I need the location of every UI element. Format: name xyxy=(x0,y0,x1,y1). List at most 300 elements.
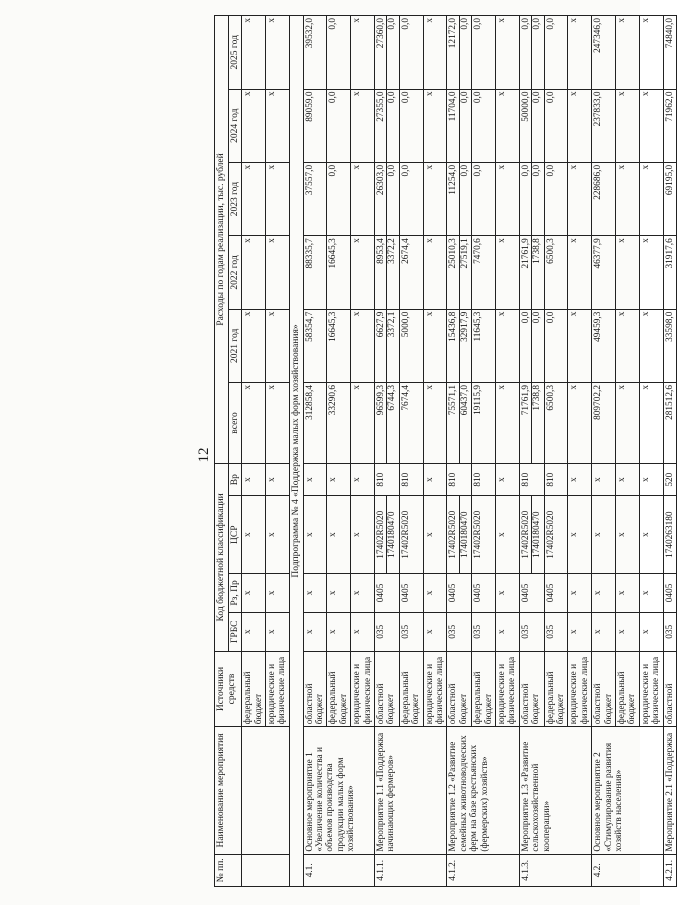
total-value-upper: х xyxy=(497,385,507,390)
total-value-upper: х xyxy=(267,385,278,390)
year-value-2022-upper: 46377,9 xyxy=(593,238,604,269)
csr-code xyxy=(242,496,266,574)
csr-code-upper: х xyxy=(328,532,339,538)
total-value-upper: х xyxy=(640,385,651,390)
year-value-2025-upper: х xyxy=(569,18,580,23)
year-value-2024 xyxy=(374,89,399,162)
year-value-2023 xyxy=(303,162,327,235)
year-value-2023-upper: 0,0 xyxy=(400,164,411,177)
header-num: № пп. xyxy=(215,854,242,886)
year-value-2023-upper: х xyxy=(640,164,651,170)
total-value-upper: х xyxy=(352,385,363,390)
year-value-2025 xyxy=(616,16,640,90)
year-value-2021-upper: 6627,9 xyxy=(375,311,386,338)
rz-pr-code: х xyxy=(639,574,663,613)
funding-source: федеральный бюджет xyxy=(242,651,266,727)
year-value-2023 xyxy=(592,162,616,235)
year-value-2021-upper: 15436,8 xyxy=(448,311,459,342)
year-value-2021-upper: 11645,3 xyxy=(473,311,484,342)
csr-code-upper: х xyxy=(569,532,580,538)
year-value-2025-upper: 0,0 xyxy=(520,18,531,30)
year-value-2023-upper: х xyxy=(424,164,435,170)
csr-code-lower: 1740180470 xyxy=(459,496,470,573)
grbs-code: х xyxy=(423,612,447,651)
header-vr: Вр xyxy=(228,463,242,495)
year-value-2023 xyxy=(639,162,663,235)
year-value-2021-upper: 5000,0 xyxy=(400,311,411,338)
year-value-2024 xyxy=(423,89,447,162)
year-value-2021 xyxy=(423,309,447,382)
grbs-code: 035 xyxy=(519,612,544,651)
event-number: 4.1.1. xyxy=(374,854,446,886)
year-value-2024 xyxy=(544,89,568,162)
year-value-2022-upper: х xyxy=(424,238,435,243)
year-value-2025-upper: 12172,0 xyxy=(448,18,459,49)
year-value-2023-upper: х xyxy=(243,164,254,170)
vr-code: 520 xyxy=(663,463,676,495)
year-value-2021 xyxy=(399,309,423,382)
subprogram-row xyxy=(289,16,303,887)
year-value-2023 xyxy=(519,162,544,235)
rz-pr-code: 0405 xyxy=(519,574,544,613)
total-value xyxy=(639,383,663,464)
year-value-2025-upper: 0,0 xyxy=(400,18,411,30)
year-value-2021 xyxy=(592,309,616,382)
header-total: всего xyxy=(228,383,242,464)
year-value-2023-upper: 0,0 xyxy=(520,164,531,177)
total-value-upper: х xyxy=(243,385,254,390)
vr-code: х xyxy=(616,463,640,495)
year-value-2022 xyxy=(616,236,640,309)
year-value-2022 xyxy=(242,236,266,309)
year-value-2025 xyxy=(423,16,447,90)
year-value-2025-lower: 0,0 xyxy=(386,16,397,89)
rz-pr-code: 0405 xyxy=(663,574,676,613)
year-value-2023-upper: 26303,0 xyxy=(375,164,386,196)
total-value-upper: 19115,9 xyxy=(473,385,484,415)
grbs-code: х xyxy=(639,612,663,651)
year-value-2022-upper: 31917,6 xyxy=(664,238,675,269)
subprogram-title: Подпрограмма № 4 «Поддержка малых форм хозяйствования» xyxy=(289,16,303,887)
year-value-2022 xyxy=(568,236,592,309)
header-row xyxy=(215,16,229,887)
year-value-2023-upper: х xyxy=(352,164,363,170)
csr-code-upper: 17402R5020 xyxy=(400,510,411,559)
csr-code-upper: х xyxy=(640,532,651,538)
csr-code xyxy=(663,496,676,574)
event-name: Мероприятие 1.2 «Развитие семейных животноводческих ферм на базе крестьянских (фермерских) хозяйств» xyxy=(447,727,519,854)
year-value-2021 xyxy=(242,309,266,382)
rz-pr-code: 0405 xyxy=(472,574,496,613)
rz-pr-code: х xyxy=(266,574,290,613)
csr-code-upper: 17402R5020 xyxy=(473,510,484,559)
funding-source: областной бюджет xyxy=(447,651,472,727)
total-value-upper: х xyxy=(569,385,580,390)
year-value-2025 xyxy=(327,16,351,90)
total-value xyxy=(472,383,496,464)
budget-table xyxy=(214,15,677,887)
table-row xyxy=(374,16,399,887)
year-value-2025-upper: х xyxy=(424,18,435,23)
grbs-code: х xyxy=(568,612,592,651)
csr-code xyxy=(616,496,640,574)
total-value xyxy=(351,383,375,464)
year-value-2024-upper: 11704,0 xyxy=(448,91,459,122)
year-value-2022 xyxy=(447,236,472,309)
grbs-code: х xyxy=(496,612,520,651)
funding-source: областной бюджет xyxy=(374,651,399,727)
year-value-2023 xyxy=(423,162,447,235)
total-value xyxy=(399,383,423,464)
year-value-2023-upper: х xyxy=(569,164,580,170)
year-value-2021 xyxy=(351,309,375,382)
event-name: Мероприятие 1.1 «Поддержка начинающих фермеров» xyxy=(374,727,446,854)
year-value-2023 xyxy=(663,162,676,235)
year-value-2023-upper: 0,0 xyxy=(473,164,484,177)
grbs-code: 035 xyxy=(399,612,423,651)
csr-code-upper: 1740263180 xyxy=(664,511,675,558)
year-value-2024 xyxy=(496,89,520,162)
csr-code-upper: 17402R5020 xyxy=(545,510,556,559)
year-value-2021 xyxy=(327,309,351,382)
grbs-code: 035 xyxy=(472,612,496,651)
year-value-2024-upper: 0,0 xyxy=(400,91,411,104)
vr-code: х xyxy=(568,463,592,495)
table-row xyxy=(519,16,544,887)
year-value-2024 xyxy=(242,89,266,162)
year-value-2022-upper: 25010,3 xyxy=(448,238,459,269)
year-value-2025-upper: 27360,0 xyxy=(375,18,386,49)
vr-code: х xyxy=(327,463,351,495)
year-value-2022-upper: х xyxy=(267,238,278,243)
header-2023: 2023 год xyxy=(228,162,242,235)
year-value-2025-upper: 0,0 xyxy=(328,18,339,30)
year-value-2023-upper: 11254,0 xyxy=(448,164,459,195)
funding-source: федеральный бюджет xyxy=(544,651,568,727)
total-value xyxy=(327,383,351,464)
funding-source: юридические и физические лица xyxy=(568,651,592,727)
year-value-2025-upper: 74840,0 xyxy=(664,18,675,49)
funding-source: юридические и физические лица xyxy=(351,651,375,727)
csr-code xyxy=(423,496,447,574)
grbs-code: 035 xyxy=(544,612,568,651)
carry-name xyxy=(242,727,290,854)
year-value-2022-upper: 88335,7 xyxy=(304,238,315,269)
event-name: Основное мероприятие 1 «Увеличение количества и объемов производства продукции малых форм хозяйствования» xyxy=(303,727,374,854)
year-value-2022-upper: х xyxy=(497,238,507,243)
year-value-2025 xyxy=(303,16,327,90)
event-name: Мероприятие 2.1 «Поддержка xyxy=(663,727,676,854)
year-value-2023-upper: х xyxy=(497,164,507,170)
rz-pr-code: 0405 xyxy=(374,574,399,613)
year-value-2024-upper: 237833,0 xyxy=(593,91,604,127)
header-event-name: Наименование мероприятия xyxy=(215,727,242,854)
total-value xyxy=(447,383,472,464)
year-value-2022 xyxy=(544,236,568,309)
grbs-code: 035 xyxy=(447,612,472,651)
year-value-2021-upper: х xyxy=(424,311,435,317)
year-value-2022-upper: 8953,4 xyxy=(375,238,386,264)
year-value-2024-lower: 0,0 xyxy=(531,90,542,162)
total-value-upper: 75571,1 xyxy=(448,385,459,416)
year-value-2025 xyxy=(266,16,290,90)
year-value-2025-upper: 247346,0 xyxy=(593,18,604,53)
year-value-2024 xyxy=(592,89,616,162)
year-value-2023 xyxy=(544,162,568,235)
year-value-2023 xyxy=(399,162,423,235)
table-row xyxy=(447,16,472,887)
csr-code-lower: 1740180470 xyxy=(531,496,542,573)
year-value-2024-lower: 0,0 xyxy=(386,90,397,162)
year-value-2025 xyxy=(472,16,496,90)
year-value-2025-upper: х xyxy=(497,18,507,23)
year-value-2023-upper: 37557,0 xyxy=(304,164,315,196)
year-value-2024 xyxy=(519,89,544,162)
year-value-2021 xyxy=(663,309,676,382)
year-value-2024-upper: х xyxy=(497,91,507,97)
csr-code-upper: х xyxy=(243,532,254,538)
year-value-2022 xyxy=(351,236,375,309)
year-value-2023-lower: 0,0 xyxy=(531,163,542,235)
year-value-2022 xyxy=(639,236,663,309)
total-value-upper: 809702,2 xyxy=(593,385,604,420)
funding-source: федеральный бюджет xyxy=(616,651,640,727)
year-value-2024 xyxy=(472,89,496,162)
year-value-2022-lower: 3372,2 xyxy=(386,236,397,308)
total-value-upper: 7674,4 xyxy=(400,385,411,411)
funding-source: федеральный бюджет xyxy=(327,651,351,727)
csr-code xyxy=(374,496,399,574)
year-value-2024 xyxy=(663,89,676,162)
total-value xyxy=(663,383,676,464)
year-value-2024-upper: 0,0 xyxy=(473,91,484,104)
table-row xyxy=(242,16,266,887)
grbs-code: х xyxy=(266,612,290,651)
header-budget-code: Код бюджетной классификации xyxy=(215,463,229,651)
funding-source: областной бюджет xyxy=(592,651,616,727)
year-value-2022-upper: 21761,9 xyxy=(520,238,531,269)
csr-code xyxy=(351,496,375,574)
funding-source: юридические и физические лица xyxy=(496,651,520,727)
header-2022: 2022 год xyxy=(228,236,242,309)
csr-code xyxy=(447,496,472,574)
year-value-2021-upper: х xyxy=(497,311,507,317)
csr-code-upper: 17402R5020 xyxy=(448,510,459,559)
year-value-2025 xyxy=(447,16,472,90)
year-value-2025 xyxy=(519,16,544,90)
total-value-lower: 60437,0 xyxy=(459,383,470,463)
year-value-2021-upper: х xyxy=(352,311,363,317)
year-value-2022 xyxy=(496,236,520,309)
year-value-2023 xyxy=(327,162,351,235)
year-value-2025 xyxy=(544,16,568,90)
rz-pr-code: х xyxy=(423,574,447,613)
year-value-2022-lower: 1738,8 xyxy=(531,236,542,308)
year-value-2025-upper: х xyxy=(243,18,254,23)
grbs-code: х xyxy=(327,612,351,651)
year-value-2024 xyxy=(447,89,472,162)
year-value-2025-upper: 39532,0 xyxy=(304,18,315,49)
year-value-2022 xyxy=(374,236,399,309)
total-value-upper: 312858,4 xyxy=(304,385,315,420)
year-value-2022-upper: х xyxy=(569,238,580,243)
rz-pr-code: 0405 xyxy=(447,574,472,613)
event-name: Мероприятие 1.3 «Развитие сельскохозяйственной кооперации» xyxy=(519,727,591,854)
total-value xyxy=(242,383,266,464)
year-value-2022-upper: 7470,6 xyxy=(473,238,484,264)
year-value-2023-upper: х xyxy=(617,164,628,170)
year-value-2022 xyxy=(399,236,423,309)
year-value-2021 xyxy=(544,309,568,382)
year-value-2021 xyxy=(616,309,640,382)
total-value xyxy=(568,383,592,464)
rz-pr-code: х xyxy=(303,574,327,613)
csr-code xyxy=(639,496,663,574)
year-value-2025-upper: х xyxy=(352,18,363,23)
year-value-2024 xyxy=(568,89,592,162)
csr-code xyxy=(496,496,520,574)
total-value-lower: 1738,8 xyxy=(531,383,542,463)
year-value-2023 xyxy=(266,162,290,235)
vr-code: х xyxy=(639,463,663,495)
carry-num xyxy=(242,854,290,886)
year-value-2021-lower: 3372,1 xyxy=(386,310,397,382)
year-value-2022 xyxy=(663,236,676,309)
year-value-2024 xyxy=(616,89,640,162)
year-value-2023 xyxy=(242,162,266,235)
year-value-2022-upper: 16645,3 xyxy=(328,238,339,269)
year-value-2025 xyxy=(496,16,520,90)
year-value-2025-upper: 0,0 xyxy=(545,18,556,30)
total-value xyxy=(616,383,640,464)
vr-code: х xyxy=(423,463,447,495)
year-value-2021 xyxy=(374,309,399,382)
rz-pr-code: х xyxy=(351,574,375,613)
year-value-2024-upper: 0,0 xyxy=(328,91,339,104)
year-value-2025-lower: 0,0 xyxy=(531,16,542,89)
year-value-2024-upper: х xyxy=(267,91,278,97)
year-value-2025-upper: х xyxy=(267,18,278,23)
funding-source: юридические и физические лица xyxy=(423,651,447,727)
vr-code: 810 xyxy=(472,463,496,495)
year-value-2021-lower: 32917,9 xyxy=(459,310,470,382)
year-value-2024-upper: х xyxy=(243,91,254,97)
year-value-2025-lower: 0,0 xyxy=(459,16,470,89)
grbs-code: х xyxy=(351,612,375,651)
csr-code xyxy=(472,496,496,574)
year-value-2021-upper: х xyxy=(640,311,651,317)
event-name: Основное мероприятие 2 «Стимулирование развития хозяйств населения» xyxy=(592,727,663,854)
year-value-2021-upper: х xyxy=(267,311,278,317)
year-value-2024 xyxy=(327,89,351,162)
year-value-2021 xyxy=(496,309,520,382)
vr-code: 810 xyxy=(447,463,472,495)
year-value-2021 xyxy=(639,309,663,382)
csr-code xyxy=(327,496,351,574)
year-value-2023-lower: 0,0 xyxy=(386,163,397,235)
year-value-2021-upper: 16645,3 xyxy=(328,311,339,342)
year-value-2024-upper: 50000,0 xyxy=(520,91,531,122)
year-value-2024-upper: 0,0 xyxy=(545,91,556,104)
event-number: 4.2.1. xyxy=(663,854,676,886)
year-value-2021 xyxy=(266,309,290,382)
year-value-2021 xyxy=(303,309,327,382)
year-value-2023-upper: 0,0 xyxy=(328,164,339,177)
year-value-2025 xyxy=(663,16,676,90)
total-value xyxy=(303,383,327,464)
year-value-2024-upper: х xyxy=(352,91,363,97)
year-value-2021-upper: х xyxy=(569,311,580,317)
vr-code: х xyxy=(496,463,520,495)
event-number: 4.2. xyxy=(592,854,663,886)
rz-pr-code: х xyxy=(568,574,592,613)
year-value-2025 xyxy=(592,16,616,90)
total-value xyxy=(374,383,399,464)
year-value-2025 xyxy=(568,16,592,90)
grbs-code: х xyxy=(616,612,640,651)
rz-pr-code: х xyxy=(616,574,640,613)
year-value-2023 xyxy=(496,162,520,235)
year-value-2025-upper: х xyxy=(617,18,628,23)
rz-pr-code: 0405 xyxy=(399,574,423,613)
year-value-2024 xyxy=(639,89,663,162)
total-value-upper: х xyxy=(617,385,628,390)
vr-code: х xyxy=(266,463,290,495)
rz-pr-code: х xyxy=(242,574,266,613)
year-value-2025 xyxy=(351,16,375,90)
year-value-2022-lower: 27519,1 xyxy=(459,236,470,308)
total-value xyxy=(519,383,544,464)
event-number: 4.1.3. xyxy=(519,854,591,886)
csr-code-upper: х xyxy=(352,532,363,538)
year-value-2023-upper: 0,0 xyxy=(545,164,556,177)
year-value-2022-upper: х xyxy=(640,238,651,243)
year-value-2022 xyxy=(303,236,327,309)
csr-code xyxy=(399,496,423,574)
year-value-2023 xyxy=(447,162,472,235)
vr-code: х xyxy=(351,463,375,495)
funding-source: областной бюджет xyxy=(519,651,544,727)
funding-source: областной бюджет xyxy=(303,651,327,727)
year-value-2024 xyxy=(399,89,423,162)
year-value-2022 xyxy=(472,236,496,309)
year-value-2024-upper: х xyxy=(569,91,580,97)
funding-source: федеральный бюджет xyxy=(472,651,496,727)
header-expenses: Расходы по годам реализации, тыс. рублей xyxy=(215,16,229,464)
year-value-2022-upper: х xyxy=(617,238,628,243)
year-value-2023-upper: 69195,0 xyxy=(664,164,675,196)
rz-pr-code: х xyxy=(592,574,616,613)
rz-pr-code: х xyxy=(496,574,520,613)
csr-code-upper: х xyxy=(267,532,278,538)
year-value-2021-upper: х xyxy=(617,311,628,317)
csr-code-lower: 1740180470 xyxy=(386,496,397,573)
year-value-2022 xyxy=(519,236,544,309)
year-value-2023-upper: х xyxy=(267,164,278,170)
vr-code: х xyxy=(592,463,616,495)
year-value-2022-upper: 2674,4 xyxy=(400,238,411,264)
year-value-2022 xyxy=(423,236,447,309)
year-value-2021-upper: 58354,7 xyxy=(304,311,315,342)
year-value-2024 xyxy=(303,89,327,162)
year-value-2025 xyxy=(399,16,423,90)
csr-code xyxy=(544,496,568,574)
event-number: 4.1.2. xyxy=(447,854,519,886)
total-value xyxy=(266,383,290,464)
year-value-2021 xyxy=(519,309,544,382)
year-value-2024 xyxy=(266,89,290,162)
year-value-2021-upper: 0,0 xyxy=(545,311,556,324)
